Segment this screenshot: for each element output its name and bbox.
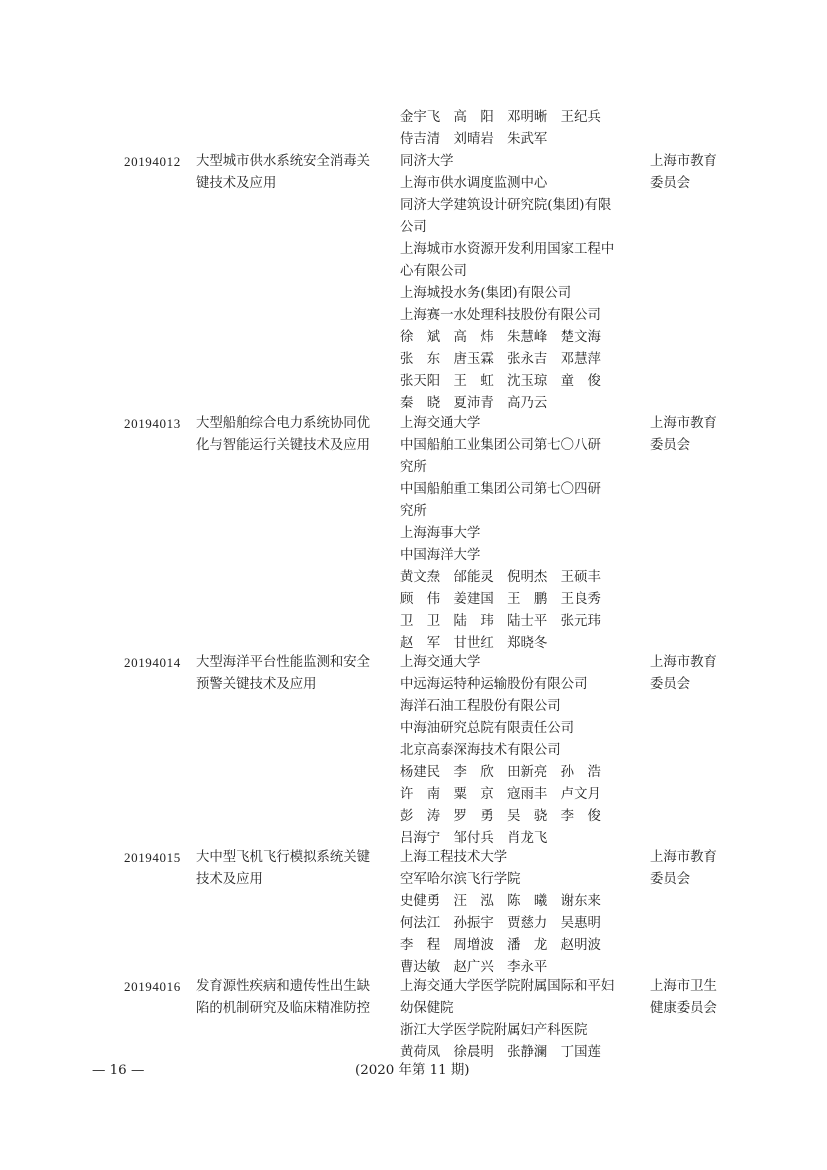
project-id: 20194016 <box>124 979 181 994</box>
department-line: 委员会 <box>650 176 691 191</box>
department-line: 委员会 <box>650 677 691 692</box>
unit-line: 心有限公司 <box>400 264 467 279</box>
project-title-line: 大中型飞机飞行模拟系统关键 <box>196 850 371 865</box>
page-number: — 16 — <box>92 1063 145 1078</box>
unit-line: 上海赛一水处理科技股份有限公司 <box>400 308 601 323</box>
unit-line: 上海交通大学 <box>400 655 481 670</box>
project-title-line: 大型船舶综合电力系统协同优 <box>196 416 371 431</box>
unit-line: 上海交通大学医学院附属国际和平妇 <box>400 979 615 994</box>
unit-line: 上海市供水调度监测中心 <box>400 176 548 191</box>
person-line: 李 程 周增波 潘 龙 赵明波 <box>400 938 601 953</box>
project-title-line: 发育源性疾病和遗传性出生缺 <box>196 979 371 994</box>
person-line: 曹达敏 赵广兴 李永平 <box>400 960 548 975</box>
unit-line: 同济大学建筑设计研究院(集团)有限 <box>400 198 612 213</box>
project-title-line: 预警关键技术及应用 <box>196 677 317 692</box>
project-id: 20194015 <box>124 850 181 865</box>
department-line: 上海市教育 <box>650 850 717 865</box>
unit-line: 北京高泰深海技术有限公司 <box>400 743 561 758</box>
unit-line: 浙江大学医学院附属妇产科医院 <box>400 1023 588 1038</box>
unit-line: 中远海运特种运输股份有限公司 <box>400 677 588 692</box>
person-line: 赵 军 甘世红 郑晓冬 <box>400 636 548 651</box>
project-title-line: 陷的机制研究及临床精准防控 <box>196 1001 371 1016</box>
unit-line: 上海城市水资源开发利用国家工程中 <box>400 242 615 257</box>
department-line: 上海市教育 <box>650 655 717 670</box>
person-line: 杨建民 李 欣 田新亮 孙 浩 <box>400 765 601 780</box>
project-title-line: 化与智能运行关键技术及应用 <box>196 438 371 453</box>
project-title-line: 键技术及应用 <box>196 176 277 191</box>
person-line: 侍吉清 刘晴岩 朱武军 <box>400 132 548 147</box>
unit-line: 究所 <box>400 460 427 475</box>
person-line: 张天阳 王 虹 沈玉琼 童 俊 <box>400 374 601 389</box>
unit-line: 海洋石油工程股份有限公司 <box>400 699 561 714</box>
project-id: 20194014 <box>124 655 181 670</box>
person-line: 吕海宁 邹付兵 肖龙飞 <box>400 831 548 846</box>
unit-line: 上海交通大学 <box>400 416 481 431</box>
unit-line: 上海城投水务(集团)有限公司 <box>400 286 572 301</box>
person-line: 黄文焘 邰能灵 倪明杰 王硕丰 <box>400 570 601 585</box>
department-line: 健康委员会 <box>650 1001 717 1016</box>
person-line: 徐 斌 高 炜 朱慧峰 楚文海 <box>400 330 601 345</box>
person-line: 金宇飞 高 阳 邓明晰 王纪兵 <box>400 110 601 125</box>
unit-line: 幼保健院 <box>400 1001 454 1016</box>
person-line: 顾 伟 姜建国 王 鹏 王良秀 <box>400 592 601 607</box>
person-line: 卫 卫 陆 玮 陆士平 张元玮 <box>400 614 601 629</box>
department-line: 上海市教育 <box>650 416 717 431</box>
project-id: 20194013 <box>124 416 181 431</box>
department-line: 上海市教育 <box>650 154 717 169</box>
person-line: 彭 涛 罗 勇 吴 骁 李 俊 <box>400 809 601 824</box>
person-line: 秦 晓 夏沛青 高乃云 <box>400 396 548 411</box>
unit-line: 究所 <box>400 504 427 519</box>
project-id: 20194012 <box>124 154 181 169</box>
project-title-line: 技术及应用 <box>196 872 263 887</box>
unit-line: 中国船舶工业集团公司第七〇八研 <box>400 438 601 453</box>
project-title-line: 大型海洋平台性能监测和安全 <box>196 655 371 670</box>
unit-line: 中海油研究总院有限责任公司 <box>400 721 575 736</box>
project-title-line: 大型城市供水系统安全消毒关 <box>196 154 371 169</box>
unit-line: 中国海洋大学 <box>400 548 481 563</box>
department-line: 委员会 <box>650 872 691 887</box>
issue-label: (2020 年第 11 期) <box>355 1063 470 1078</box>
department-line: 委员会 <box>650 438 691 453</box>
unit-line: 上海海事大学 <box>400 526 481 541</box>
person-line: 史健勇 汪 泓 陈 曦 谢东来 <box>400 894 601 909</box>
person-line: 张 东 唐玉霖 张永吉 邓慧萍 <box>400 352 601 367</box>
unit-line: 公司 <box>400 220 427 235</box>
person-line: 黄荷凤 徐晨明 张静澜 丁国莲 <box>400 1045 601 1060</box>
department-line: 上海市卫生 <box>650 979 717 994</box>
unit-line: 中国船舶重工集团公司第七〇四研 <box>400 482 601 497</box>
person-line: 许 南 粟 京 寇雨丰 卢文月 <box>400 787 601 802</box>
person-line: 何法江 孙振宇 贾慈力 吴惠明 <box>400 916 601 931</box>
unit-line: 上海工程技术大学 <box>400 850 508 865</box>
unit-line: 空军哈尔滨飞行学院 <box>400 872 521 887</box>
unit-line: 同济大学 <box>400 154 454 169</box>
